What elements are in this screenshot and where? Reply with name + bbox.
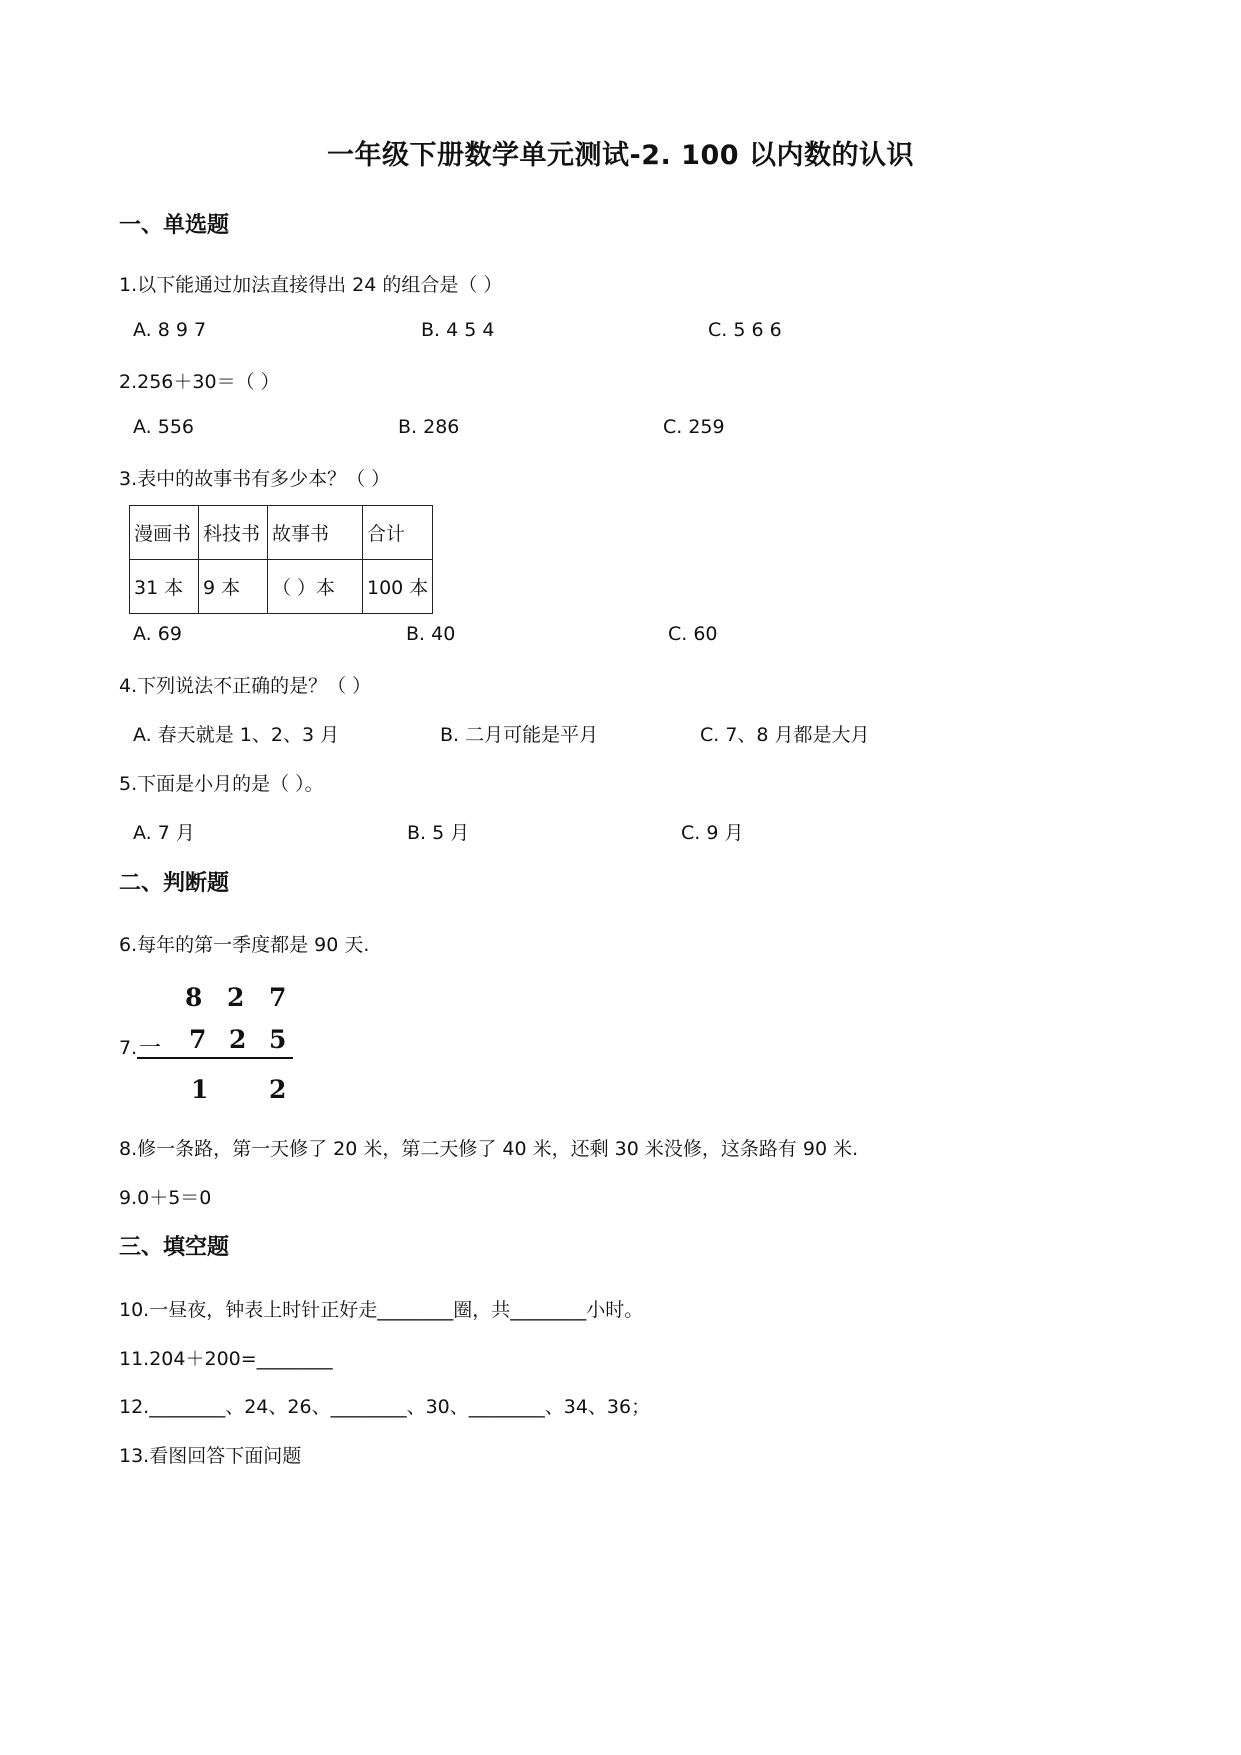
- digit: 1: [191, 1075, 209, 1104]
- q1-option-c: C. 5 6 6: [708, 319, 782, 341]
- q3-option-c: C. 60: [668, 623, 718, 645]
- question-5: 5.下面是小月的是（ ）。: [119, 773, 324, 795]
- question-8: 8.修一条路，第一天修了 20 米，第二天修了 40 米，还剩 30 米没修，这条路有 90 米.: [119, 1138, 859, 1160]
- table-cell: 9 本: [199, 560, 268, 614]
- question-10: 10.一昼夜，钟表上时针正好走________圈，共________小时。: [119, 1299, 644, 1321]
- table-cell: （ ）本: [268, 560, 363, 614]
- table-cell: 合计: [363, 506, 433, 560]
- q2-option-b: B. 286: [398, 416, 460, 438]
- q4-option-c: C. 7、8 月都是大月: [700, 724, 870, 746]
- table-cell: 31 本: [130, 560, 199, 614]
- question-6: 6.每年的第一季度都是 90 天.: [119, 934, 370, 956]
- book-count-table: [129, 505, 433, 614]
- question-4: 4.下列说法不正确的是？（ ）: [119, 675, 372, 697]
- question-7-label: 7.: [119, 1037, 138, 1059]
- page-title: 一年级下册数学单元测试-2. 100 以内数的认识: [327, 140, 914, 171]
- section-heading-single-choice: 一、单选题: [119, 213, 230, 238]
- question-2: 2.256＋30＝（ ）: [119, 371, 280, 393]
- q3-option-b: B. 40: [406, 623, 456, 645]
- q2-option-c: C. 259: [663, 416, 725, 438]
- digit: 7: [269, 983, 287, 1012]
- q1-option-b: B. 4 5 4: [421, 319, 495, 341]
- question-13: 13.看图回答下面问题: [119, 1445, 302, 1467]
- q5-option-c: C. 9 月: [681, 822, 744, 844]
- minus-sign: 一: [139, 1036, 162, 1061]
- question-3: 3.表中的故事书有多少本？（ ）: [119, 468, 391, 490]
- q4-option-a: A. 春天就是 1、2、3 月: [133, 724, 340, 746]
- digit: 2: [227, 983, 245, 1012]
- q5-option-a: A. 7 月: [133, 822, 195, 844]
- question-11: 11.204＋200=________: [119, 1348, 333, 1370]
- section-heading-fill-blank: 三、填空题: [119, 1235, 230, 1260]
- q4-option-b: B. 二月可能是平月: [440, 724, 599, 746]
- q1-option-a: A. 8 9 7: [133, 319, 207, 341]
- q5-option-b: B. 5 月: [407, 822, 470, 844]
- table-cell: 故事书: [268, 506, 363, 560]
- table-cell: 100 本: [363, 560, 433, 614]
- question-9: 9.0＋5＝0: [119, 1187, 212, 1209]
- q3-option-a: A. 69: [133, 623, 182, 645]
- table-cell: 科技书: [199, 506, 268, 560]
- table-cell: 漫画书: [130, 506, 199, 560]
- question-12: 12.________、24、26、________、30、________、34、36；: [119, 1396, 651, 1418]
- digit: 2: [229, 1025, 247, 1054]
- digit: 7: [189, 1025, 207, 1054]
- question-1: 1.以下能通过加法直接得出 24 的组合是（ ）: [119, 274, 503, 296]
- table-header-row: [130, 506, 433, 560]
- section-heading-true-false: 二、判断题: [119, 871, 230, 896]
- subtraction-line: [137, 1057, 293, 1059]
- vertical-subtraction: [119, 975, 299, 1110]
- digit: 8: [185, 983, 203, 1012]
- digit: 5: [269, 1025, 287, 1054]
- digit: 2: [269, 1075, 287, 1104]
- q2-option-a: A. 556: [133, 416, 195, 438]
- table-row: [130, 560, 433, 614]
